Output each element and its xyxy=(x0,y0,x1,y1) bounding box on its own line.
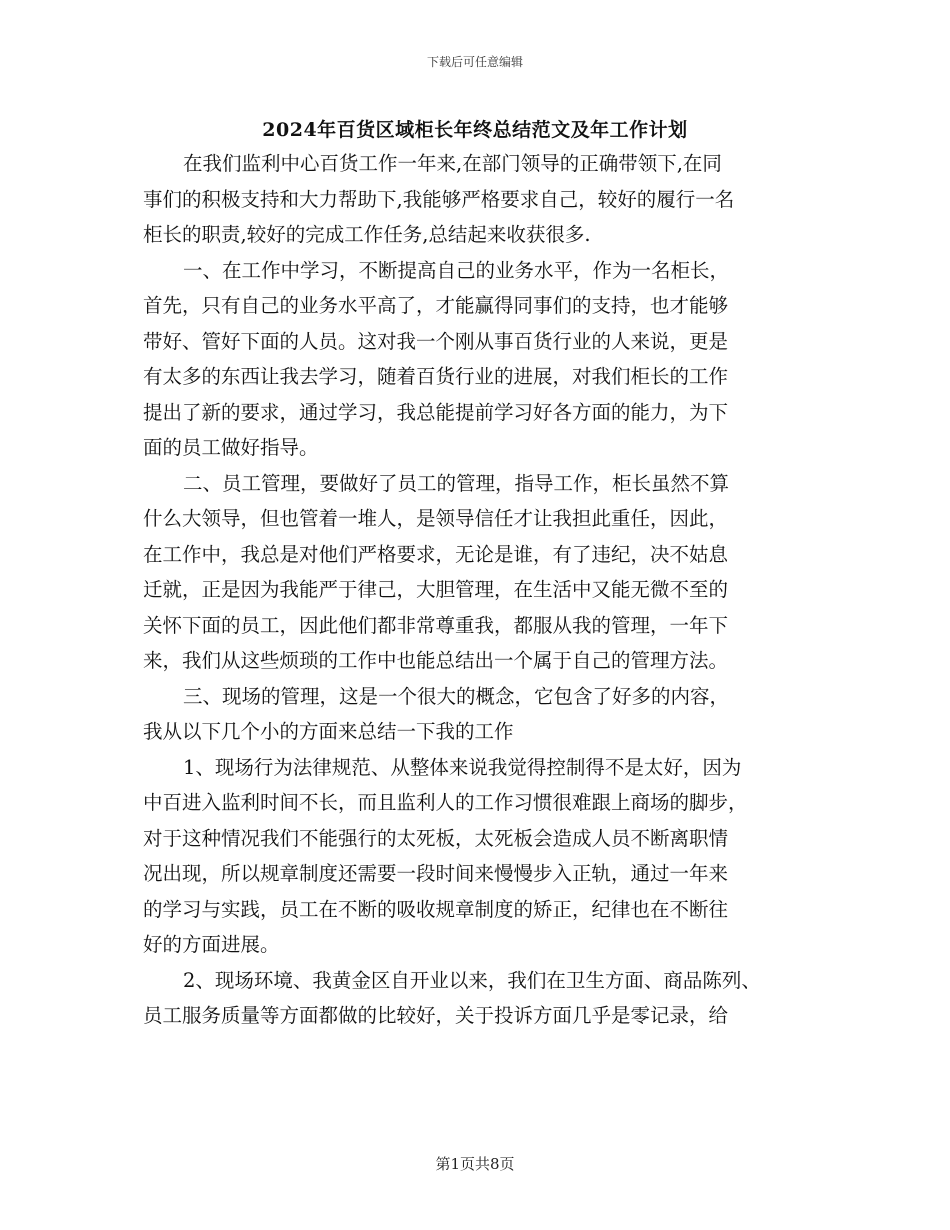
page-header-note: 下载后可任意编辑 xyxy=(426,55,523,69)
body-line: 关怀下面的员工，因此他们都非常尊重我，都服从我的管理，一年下 xyxy=(143,613,729,637)
body-line: 对于这种情况我们不能强行的太死板，太死板会造成人员不断离职情 xyxy=(143,826,729,850)
body-line: 迁就，正是因为我能严于律己，大胆管理，在生活中又能无微不至的 xyxy=(143,578,729,601)
body-line: 1、现场行为法律规范、从整体来说我觉得控制得不是太好，因为 xyxy=(183,755,742,779)
body-line: 在工作中，我总是对他们严格要求，无论是谁，有了违纪，决不姑息 xyxy=(143,542,729,566)
body-line: 三、现场的管理，这是一个很大的概念，它包含了好多的内容， xyxy=(183,684,730,708)
body-line: 中百进入监利时间不长，而且监利人的工作习惯很难跟上商场的脚步， xyxy=(143,791,748,814)
body-line: 员工服务质量等方面都做的比较好，关于投诉方面几乎是零记录，给 xyxy=(143,1004,729,1027)
body-line: 的学习与实践，员工在不断的吸收规章制度的矫正，纪律也在不断往 xyxy=(143,897,729,921)
document-body xyxy=(143,146,818,1034)
body-line: 提出了新的要求，通过学习，我总能提前学习好各方面的能力，为下 xyxy=(143,400,729,424)
body-line: 好的方面进展。 xyxy=(143,933,280,956)
body-line: 二、员工管理，要做好了员工的管理，指导工作，柜长虽然不算 xyxy=(183,471,730,495)
page-number: 第1页共8页 xyxy=(435,1155,515,1173)
body-line: 一、在工作中学习，不断提高自己的业务水平，作为一名柜长， xyxy=(183,258,730,282)
body-line: 况出现，所以规章制度还需要一段时间来慢慢步入正轨，通过一年来 xyxy=(143,862,729,885)
body-line: 来，我们从这些烦琐的工作中也能总结出一个属于自己的管理方法。 xyxy=(143,649,729,672)
body-line: 有太多的东西让我去学习，随着百货行业的进展，对我们柜长的工作 xyxy=(143,365,729,388)
body-line: 面的员工做好指导。 xyxy=(143,436,319,459)
body-line: 首先，只有自己的业务水平高了，才能赢得同事们的支持，也才能够 xyxy=(143,294,729,317)
body-line: 2、现场环境、我黄金区自开业以来，我们在卫生方面、商品陈列、 xyxy=(183,968,761,992)
document-title: 2024年百货区域柜长年终总结范文及年工作计划 xyxy=(262,119,688,141)
body-line: 事们的积极支持和大力帮助下,我能够严格要求自己，较好的履行一名 xyxy=(143,187,735,211)
body-line: 我从以下几个小的方面来总结一下我的工作 xyxy=(143,720,514,743)
body-line: 什么大领导，但也管着一堆人，是领导信任才让我担此重任，因此， xyxy=(143,507,729,530)
body-line: 带好、管好下面的人员。这对我一个刚从事百货行业的人来说，更是 xyxy=(143,329,729,353)
body-line: 柜长的职责,较好的完成工作任务,总结起来收获很多. xyxy=(143,223,591,246)
body-line: 在我们监利中心百货工作一年来,在部门领导的正确带领下,在同 xyxy=(183,152,722,175)
